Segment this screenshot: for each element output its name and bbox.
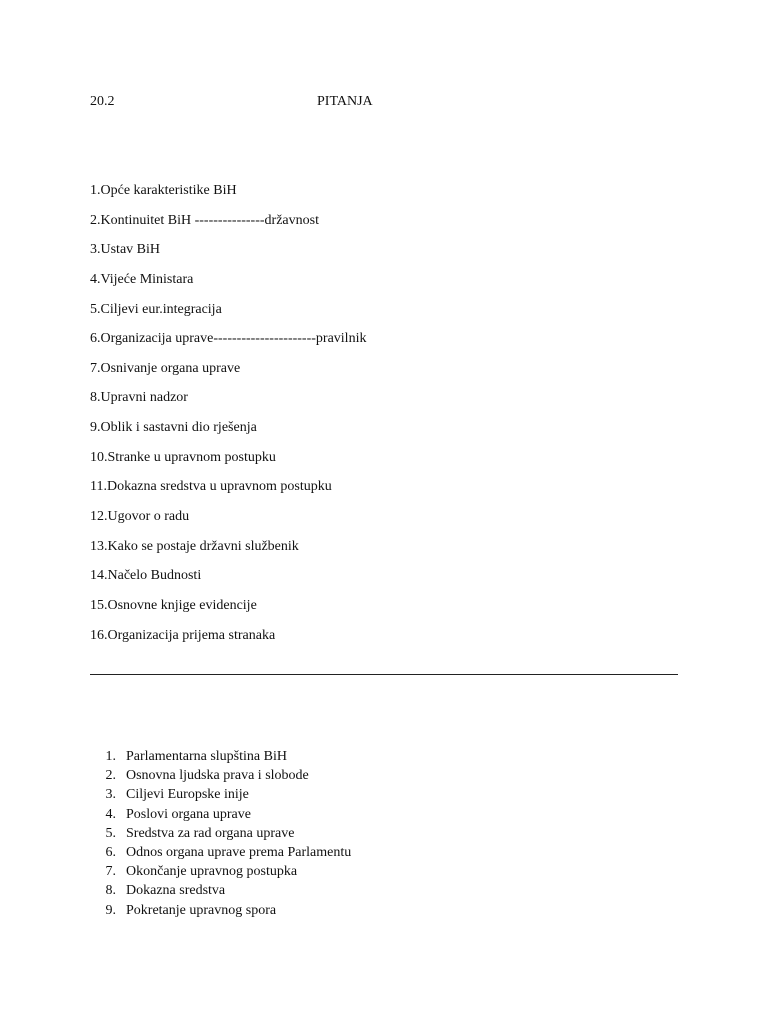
section-number: 20.2: [90, 94, 115, 109]
page-title: PITANJA: [317, 94, 373, 109]
list-number: 5.: [105, 825, 116, 841]
list-number: 1.: [105, 749, 116, 764]
question-item: 16.Organizacija prijema stranaka: [90, 627, 276, 643]
questions-list: [90, 182, 366, 656]
list-number: 7.: [105, 864, 116, 880]
list-text: Parlamentarna slupština BiH: [126, 749, 287, 764]
question-item: 6.Organizacija uprave----------------------pravilnik: [90, 331, 367, 347]
question-item: 8.Upravni nadzor: [90, 390, 188, 406]
question-item: 5.Ciljevi eur.integracija: [90, 301, 222, 317]
numbered-list-item: [90, 766, 351, 785]
list-text: Pokretanje upravnog spora: [126, 902, 277, 918]
question-item: 3.Ustav BiH: [90, 242, 160, 258]
list-number: 8.: [105, 883, 116, 899]
numbered-list-item: [90, 785, 351, 804]
question-item: 7.Osnivanje organa uprave: [90, 360, 241, 376]
list-text: Osnovna ljudska prava i slobode: [126, 768, 309, 784]
question-item: 11.Dokazna sredstva u upravnom postupku: [90, 479, 332, 495]
list-number: 6.: [105, 844, 116, 860]
numbered-list-item: [90, 862, 351, 881]
numbered-list-item: [90, 824, 351, 843]
question-item: 13.Kako se postaje državni službenik: [90, 538, 299, 554]
list-number: 3.: [105, 787, 116, 803]
list-number: 9.: [105, 902, 116, 918]
numbered-list-item: [90, 747, 351, 766]
question-item: 10.Stranke u upravnom postupku: [90, 449, 276, 465]
list-text: Odnos organa uprave prema Parlamentu: [126, 844, 352, 860]
list-text: Ciljevi Europske inije: [126, 787, 249, 803]
question-item: 15.Osnovne knjige evidencije: [90, 597, 257, 613]
question-item: 2.Kontinuitet BiH ---------------državnost: [90, 212, 319, 228]
question-item: 4.Vijeće Ministara: [90, 271, 194, 287]
numbered-list-item: [90, 881, 351, 900]
question-item: 12.Ugovor o radu: [90, 509, 190, 525]
question-item: 9.Oblik i sastavni dio rješenja: [90, 420, 257, 436]
numbered-list: [90, 747, 351, 920]
question-item: 1.Opće karakteristike BiH: [90, 183, 237, 198]
list-number: 4.: [105, 806, 116, 822]
list-text: Sredstva za rad organa uprave: [126, 825, 295, 841]
numbered-list-item: [90, 843, 351, 862]
list-number: 2.: [105, 768, 116, 784]
list-text: Poslovi organa uprave: [126, 806, 251, 822]
question-item: 14.Načelo Budnosti: [90, 568, 202, 584]
numbered-list-item: [90, 901, 351, 920]
numbered-list-item: [90, 805, 351, 824]
list-text: Dokazna sredstva: [126, 883, 226, 899]
horizontal-divider: [90, 674, 678, 675]
list-text: Okončanje upravnog postupka: [126, 864, 298, 880]
